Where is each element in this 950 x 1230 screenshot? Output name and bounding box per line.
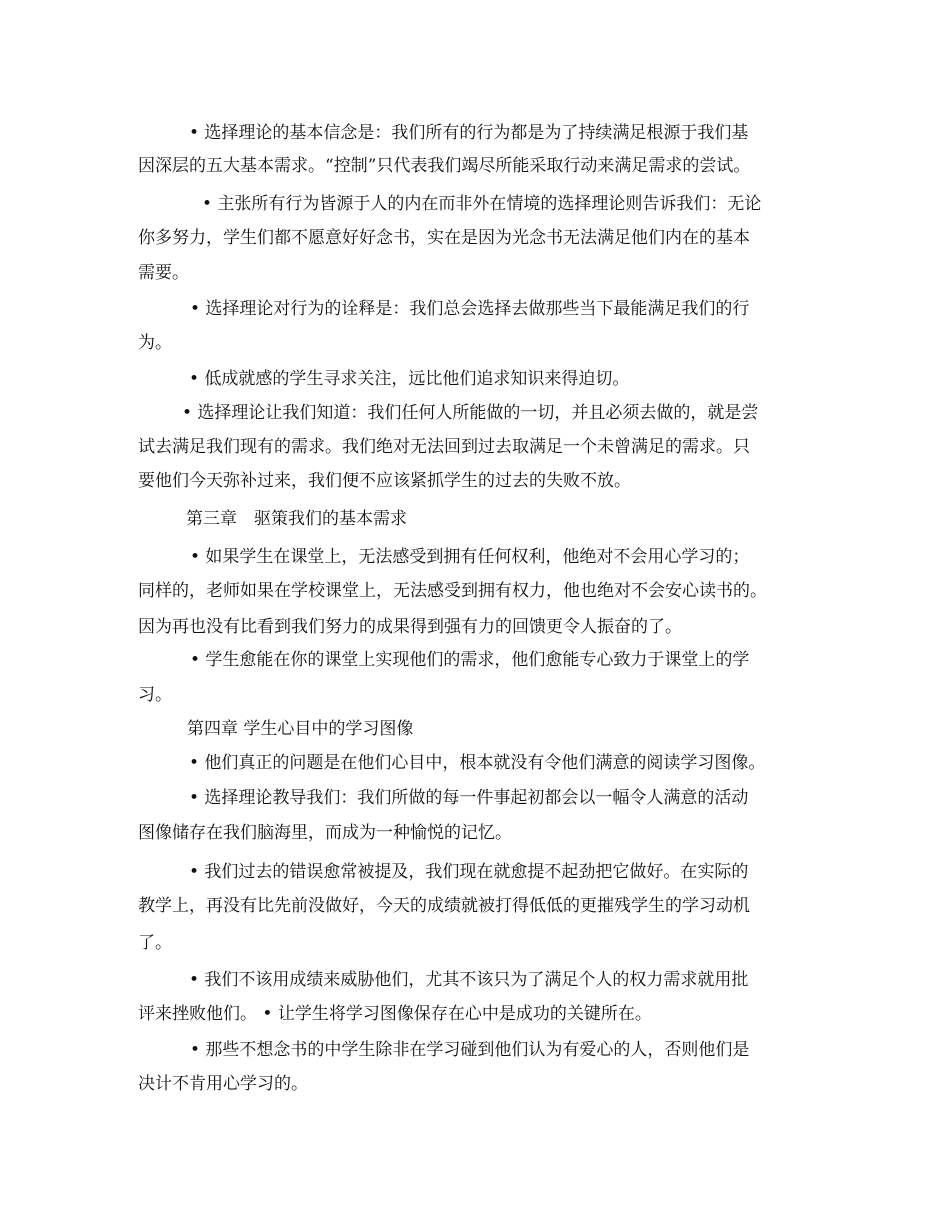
- paragraph-first-line: • 主张所有行为皆源于人的内在而非外在情境的选择理论则告诉我们：无论: [202, 194, 762, 214]
- paragraph-line: 要他们今天弥补过来，我们便不应该紧抓学生的过去的失败不放。: [138, 471, 631, 491]
- paragraph-first-line: • 选择理论让我们知道：我们任何人所能做的一切，并且必须去做的，就是尝: [182, 403, 759, 423]
- paragraph-line: 习。: [138, 685, 172, 705]
- paragraph-line: 你多努力，学生们都不愿意好好念书，实在是因为光念书无法满足他们内在的基本: [138, 228, 750, 248]
- paragraph-first-line: • 学生愈能在你的课堂上实现他们的需求，他们愈能专心致力于课堂上的学: [190, 650, 750, 670]
- paragraph-first-line: • 选择理论教导我们：我们所做的每一件事起初都会以一幅令人满意的活动: [189, 788, 749, 808]
- paragraph-line: 图像储存在我们脑海里，而成为一种愉悦的记忆。: [138, 823, 512, 843]
- paragraph-first-line: • 选择理论对行为的诠释是：我们总会选择去做那些当下最能满足我们的行: [190, 299, 750, 319]
- paragraph-first-line: • 我们过去的错误愈常被提及，我们现在就愈提不起劲把它做好。在实际的: [189, 862, 749, 882]
- paragraph-first-line: • 选择理论的基本信念是：我们所有的行为都是为了持续满足根源于我们基: [189, 123, 749, 143]
- paragraph-line: 决计不肯用心学习的。: [138, 1074, 308, 1094]
- paragraph-line: 评来挫败他们。 • 让学生将学习图像保存在心中是成功的关键所在。: [138, 1004, 652, 1024]
- paragraph-line: 试去满足我们现有的需求。我们绝对无法回到过去取满足一个未曾满足的需求。只: [138, 437, 750, 457]
- paragraph-first-line: • 如果学生在课堂上，无法感受到拥有任何权利，他绝对不会用心学习的；: [190, 547, 750, 567]
- paragraph-first-line: • 低成就感的学生寻求关注，远比他们追求知识来得迫切。: [189, 369, 630, 389]
- paragraph-first-line: 第四章 学生心目中的学习图像: [187, 719, 414, 739]
- paragraph-line: 教学上，再没有比先前没做好，今天的成绩就被打得低低的更摧残学生的学习动机: [138, 896, 750, 916]
- paragraph-line: 同样的，老师如果在学校课堂上，无法感受到拥有权力，他也绝对不会安心读书的。: [138, 581, 767, 601]
- paragraph-first-line: • 他们真正的问题是在他们心目中，根本就没有令他们满意的阅读学习图像。: [189, 753, 766, 773]
- paragraph-line: 需要。: [138, 263, 189, 283]
- paragraph-line: 为。: [138, 333, 172, 353]
- paragraph-first-line: • 那些不想念书的中学生除非在学习碰到他们认为有爱心的人，否则他们是: [190, 1040, 750, 1060]
- paragraph-first-line: 第三章 驱策我们的基本需求: [186, 509, 407, 529]
- paragraph-first-line: • 我们不该用成绩来威胁他们，尤其不该只为了满足个人的权力需求就用批: [189, 970, 749, 990]
- paragraph-line: 了。: [138, 933, 172, 953]
- paragraph-line: 因深层的五大基本需求。“控制”只代表我们竭尽所能采取行动来满足需求的尝试。: [138, 156, 751, 176]
- paragraph-line: 因为再也没有比看到我们努力的成果得到强有力的回馈更令人振奋的了。: [138, 617, 682, 637]
